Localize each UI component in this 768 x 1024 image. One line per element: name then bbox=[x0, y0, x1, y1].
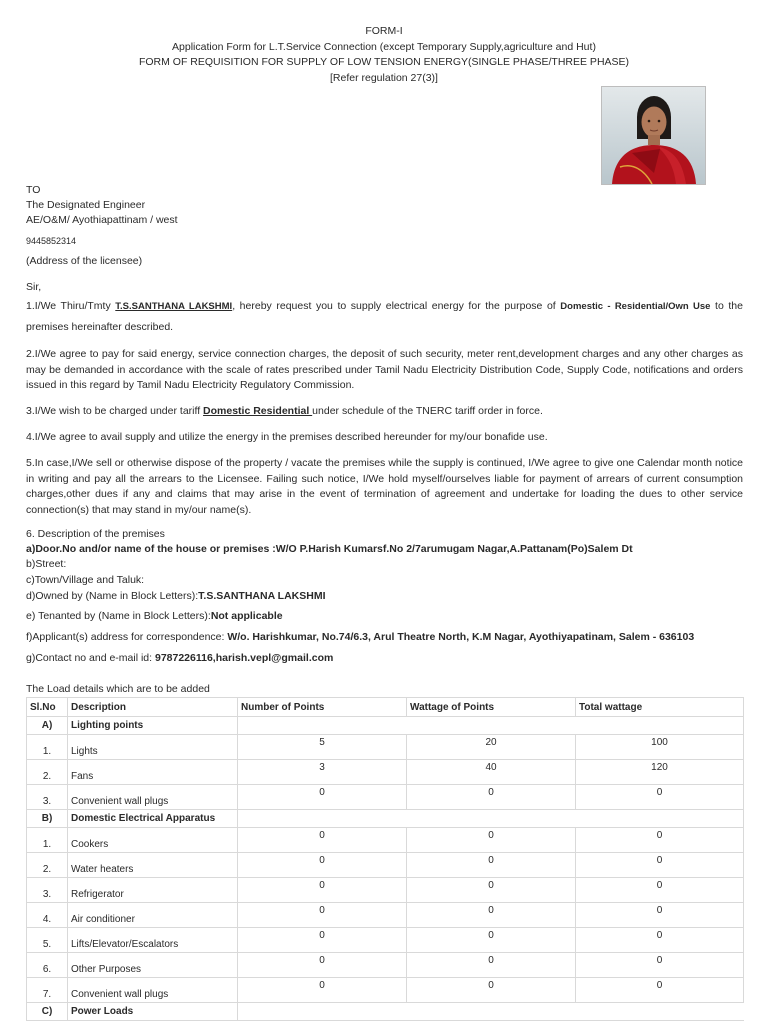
load-details-table bbox=[26, 697, 744, 1021]
premises-street: b)Street: bbox=[26, 558, 67, 570]
table-row: 2. Water heaters 0 0 0 bbox=[27, 853, 744, 878]
col-wattage-of-points: Wattage of Points bbox=[407, 698, 576, 717]
form-title: Application Form for L.T.Service Connection (except Temporary Supply,agriculture and Hut) bbox=[172, 40, 596, 53]
applicant-name: T.S.SANTHANA LAKSHMI bbox=[115, 301, 233, 312]
premises-tenant: e) Tenanted by (Name in Block Letters):Not applicable bbox=[26, 610, 283, 622]
address-office: AE/O&M/ Ayothiapattinam / west bbox=[26, 214, 178, 226]
table-row: 6. Other Purposes 0 0 0 bbox=[27, 953, 744, 978]
table-row: 4. Air conditioner 0 0 0 bbox=[27, 903, 744, 928]
table-row: 2. Fans 3 40 120 bbox=[27, 760, 744, 785]
address-phone: 9445852314 bbox=[26, 236, 77, 246]
paragraph-4: 4.I/We agree to avail supply and utilize the energy in the premises described hereunder for my/our bonafide use. bbox=[26, 431, 548, 443]
address-to: TO bbox=[26, 184, 41, 196]
paragraph-2: 2.I/We agree to pay for said energy, service connection charges, the deposit of such security, meter rent,development charges and any other charges as may be demanded in accordance with the scale of rates prescribed under Tamil Nadu Electricity Distribution Code, Supply Code, notifications and orders issued in this regard by Tamil Nadu Electricity Regulatory Commission. bbox=[26, 348, 743, 391]
premises-town: c)Town/Village and Taluk: bbox=[26, 574, 145, 586]
contact-details: g)Contact no and e-mail id: 9787226116,harish.vepl@gmail.com bbox=[26, 652, 334, 664]
section-c-row: C) Power Loads bbox=[27, 1003, 744, 1021]
col-sl-no: Sl.No bbox=[27, 698, 68, 717]
form-subtitle: FORM OF REQUISITION FOR SUPPLY OF LOW TENSION ENERGY(SINGLE PHASE/THREE PHASE) bbox=[138, 56, 630, 68]
col-number-of-points: Number of Points bbox=[238, 698, 407, 717]
tariff-name: Domestic Residential bbox=[203, 405, 313, 417]
col-description: Description bbox=[68, 698, 238, 717]
premises-owner: d)Owned by (Name in Block Letters):T.S.SANTHANA LAKSHMI bbox=[26, 590, 326, 602]
table-row: 3. Refrigerator 0 0 0 bbox=[27, 878, 744, 903]
table-row: 1. Lights 5 20 100 bbox=[27, 735, 744, 760]
premises-door-no: a)Door.No and/or name of the house or premises :W/O P.Harish Kumarsf.No 2/7arumugam Nagar,A.Pattanam(Po)Salem Dt bbox=[26, 543, 633, 555]
salutation: Sir, bbox=[26, 281, 42, 293]
table-row: 3. Convenient wall plugs 0 0 0 bbox=[27, 785, 744, 810]
table-row: 1. Cookers 0 0 0 bbox=[27, 828, 744, 853]
paragraph-1: 1.I/We Thiru/Tmty T.S.SANTHANA LAKSHMI, hereby request you to supply electrical energy for the purpose of Domestic - Residential/Own Use to the premises hereinafter described. bbox=[26, 300, 743, 333]
paragraph-3: 3.I/We wish to be charged under tariff Domestic Residential under schedule of the TNERC tariff order in force. bbox=[26, 405, 543, 417]
table-header-row bbox=[27, 698, 744, 717]
applicant-photo bbox=[601, 86, 706, 185]
form-number: FORM-I bbox=[365, 25, 403, 37]
form-regulation: [Refer regulation 27(3)] bbox=[330, 71, 438, 84]
applicant-address: f)Applicant(s) address for correspondence: W/o. Harishkumar, No.74/6.3, Arul Theatre North, K.M Nagar, Ayothiyapatinam, Salem - 636103 bbox=[26, 631, 695, 643]
address-note: (Address of the licensee) bbox=[26, 255, 143, 267]
address-designation: The Designated Engineer bbox=[26, 199, 146, 211]
section-a-row: A) Lighting points bbox=[27, 717, 744, 735]
table-row: 5. Lifts/Elevator/Escalators 0 0 0 bbox=[27, 928, 744, 953]
form-header bbox=[0, 24, 768, 86]
supply-purpose: Domestic - Residential/Own Use bbox=[560, 301, 711, 312]
section-b-row: B) Domestic Electrical Apparatus bbox=[27, 810, 744, 828]
table-row: 7. Convenient wall plugs 0 0 0 bbox=[27, 978, 744, 1003]
premises-heading: 6. Description of the premises bbox=[26, 528, 165, 540]
paragraph-5: 5.In case,I/We sell or otherwise dispose of the property / vacate the premises while the supply is continued, I/We agree to give one Calendar month notice in writing and pay all the arrears to the Licensee. Failing such notice, I/We hold myself/ourselves liable for payment of arrears of current consumption charges,other dues if any and claims that may arise in the event of termination of agreement and undertake for loading the dues to other service connection(s) that may stand in my/our name(s). bbox=[26, 457, 743, 516]
col-total-wattage: Total wattage bbox=[576, 698, 744, 717]
load-caption: The Load details which are to be added bbox=[26, 683, 210, 695]
